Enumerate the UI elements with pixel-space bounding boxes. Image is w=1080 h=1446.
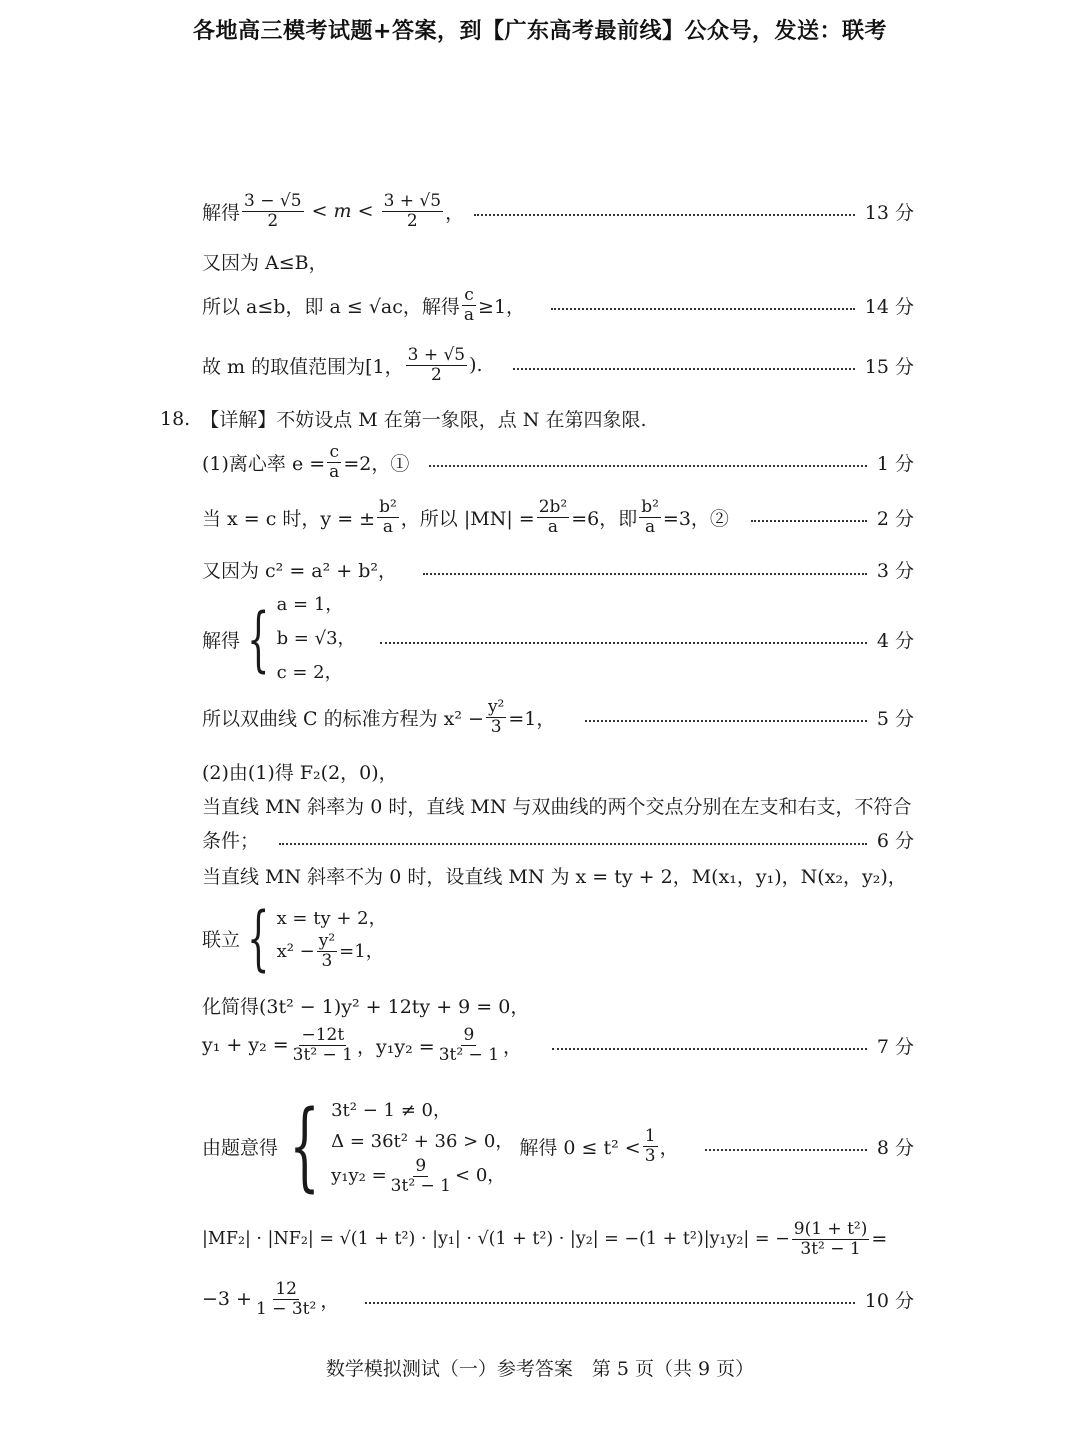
score-label: 6 分 (876, 830, 914, 852)
answer-line-8 (202, 1084, 914, 1208)
leader-dots (705, 1149, 867, 1151)
text: ， (503, 1035, 523, 1058)
answer-line-15 (202, 346, 914, 384)
text: (1)离心率 e = (202, 452, 326, 475)
text: ). (469, 354, 483, 377)
text: 所以 a≤b，即 a ≤ √ac，解得 (202, 295, 460, 318)
leader-dots (423, 573, 867, 575)
text: ， (659, 1136, 679, 1159)
text: −3 + (202, 1288, 252, 1311)
fraction: $\frac{\text{2b²}}{a}$ (538, 497, 568, 537)
text: =3，② (662, 507, 729, 530)
score-label: 7 分 (876, 1035, 914, 1058)
equation: a = 1， (276, 593, 344, 615)
leader-dots (751, 520, 867, 522)
leader-dots (474, 214, 855, 216)
page-footer: 数学模拟测试（一）参考答案 第 5 页（共 9 页） (325, 1358, 755, 1380)
equation: Δ = 36t² + 36 > 0， (331, 1130, 514, 1152)
answer-line-13 (202, 192, 914, 230)
equation: y₁y₂ = $\frac{9}{\text{3t² − 1}}$ < 0， (331, 1156, 506, 1197)
text: 所以双曲线 C 的标准方程为 x² − (202, 707, 484, 730)
text: ≥1， (478, 295, 526, 318)
answer-line-1 (202, 443, 914, 481)
fraction: $\frac{\text{b²}}{a}$ (641, 497, 659, 537)
equation: 3t² − 1 ≠ 0， (331, 1100, 451, 1122)
fraction: $\frac{12}{\text{1 − 3t²}}$ (255, 1279, 317, 1319)
fraction: $\frac{1}{3}$ (644, 1125, 656, 1166)
leader-dots (585, 720, 866, 722)
equation: b = √3， (276, 627, 356, 649)
fraction: $\frac{\text{9(1 + t²)}}{\text{3t² − 1}}$ (793, 1219, 868, 1259)
answer-line-2 (202, 498, 914, 536)
equation: x² − $\frac{\text{y²}}{3}$ =1， (276, 931, 384, 971)
text-line: 当直线 MN 斜率为 0 时，直线 MN 与双曲线的两个交点分别在左支和右支，不符合 (202, 796, 912, 818)
text: y₁ + y₂ = (202, 1034, 289, 1057)
text: |MF₂| · |NF₂| = √(1 + t²) · |y₁| · √(1 + t²) · |y₂| = −(1 + t²)|y₁y₂| = − (202, 1229, 790, 1250)
fraction: $\frac{c}{a}$ (329, 442, 340, 482)
score-label: 8 分 (876, 1136, 914, 1159)
header-banner: 各地高三模考试题+答案，到【广东高考最前线】公众号，发送：联考 (193, 19, 887, 44)
score-label: 5 分 (876, 707, 914, 730)
score-label: 2 分 (876, 507, 914, 530)
fraction: $\frac{\text{b²}}{a}$ (379, 497, 397, 537)
equation-system (277, 588, 356, 691)
text-line: (2)由(1)得 F₂(2，0)， (202, 762, 398, 784)
leader-dots (365, 1302, 854, 1304)
text: =1， (508, 707, 556, 730)
score-label: 1 分 (876, 452, 914, 475)
answer-line-5 (202, 698, 914, 736)
answer-line-10 (202, 1280, 914, 1318)
leader-dots (513, 368, 855, 370)
answer-line-3 (202, 556, 914, 583)
question-number: 18. (160, 407, 191, 430)
text: =6，即 (571, 507, 638, 530)
equation-system (331, 1096, 513, 1196)
text: =2，① (343, 452, 410, 475)
text-line: 当直线 MN 斜率不为 0 时，设直线 MN 为 x = ty + 2，M(x₁，y₁)，N(x₂，y₂)， (202, 866, 907, 888)
score-label: 13 分 (864, 201, 914, 224)
text-line: 化简得(3t² − 1)y² + 12ty + 9 = 0， (202, 996, 530, 1018)
text-line: 又因为 A≤B， (202, 252, 328, 274)
text: 条件； (202, 830, 260, 852)
text: 解得 (202, 201, 241, 224)
product-expression (202, 1220, 914, 1258)
text: 联立 (202, 928, 241, 951)
score-label: 3 分 (876, 560, 914, 582)
text: 由题意得 (202, 1136, 279, 1159)
fraction: $\frac{3 - √5}{2}$ (244, 191, 302, 231)
equation: c = 2， (276, 662, 343, 684)
leader-dots (279, 843, 867, 845)
text: ， (445, 201, 465, 224)
equation: x = ty + 2， (276, 908, 387, 930)
score-label: 4 分 (876, 629, 914, 652)
equation-system (277, 905, 387, 970)
text: ，y₁y₂ = (357, 1035, 435, 1058)
leader-dots (429, 465, 867, 467)
left-brace: { (247, 897, 270, 979)
text: < m < (305, 200, 380, 223)
answer-line-14 (202, 286, 914, 324)
text: = (871, 1228, 888, 1251)
text: ，所以 |MN| = (400, 507, 535, 530)
leader-dots (552, 1048, 867, 1050)
text: 故 m 的取值范围为[1， (202, 355, 404, 378)
score-label: 15 分 (864, 355, 914, 378)
question-18-heading (160, 405, 647, 432)
text: ， (320, 1289, 340, 1312)
fraction: $\frac{9}{\text{3t² − 1}}$ (438, 1025, 500, 1065)
fraction: $\frac{c}{a}$ (463, 285, 475, 325)
fraction: $\frac{-12t}{\text{3t² − 1}}$ (292, 1025, 354, 1065)
text: 解得 (202, 629, 241, 652)
leader-dots (551, 308, 855, 310)
answer-line-6 (202, 826, 914, 853)
left-brace: { (289, 1090, 320, 1202)
answer-line-4 (202, 590, 914, 688)
left-brace: { (247, 598, 270, 680)
fraction: $\frac{3 + √5}{2}$ (407, 345, 466, 385)
fraction: $\frac{3 + √5}{2}$ (383, 191, 442, 231)
fraction: $\frac{\text{y²}}{3}$ (487, 697, 505, 737)
answer-line-7 (202, 1026, 914, 1064)
score-label: 14 分 (864, 295, 914, 318)
score-label: 10 分 (864, 1289, 914, 1312)
text: 又因为 c² = a² + b²， (202, 560, 398, 582)
text: 解得 0 ≤ t² < (519, 1136, 641, 1159)
text: 【详解】不妨设点 M 在第一象限，点 N 在第四象限. (200, 409, 647, 431)
simultaneous-equations (202, 896, 914, 980)
text: 当 x = c 时，y = ± (202, 507, 376, 530)
leader-dots (380, 642, 867, 644)
